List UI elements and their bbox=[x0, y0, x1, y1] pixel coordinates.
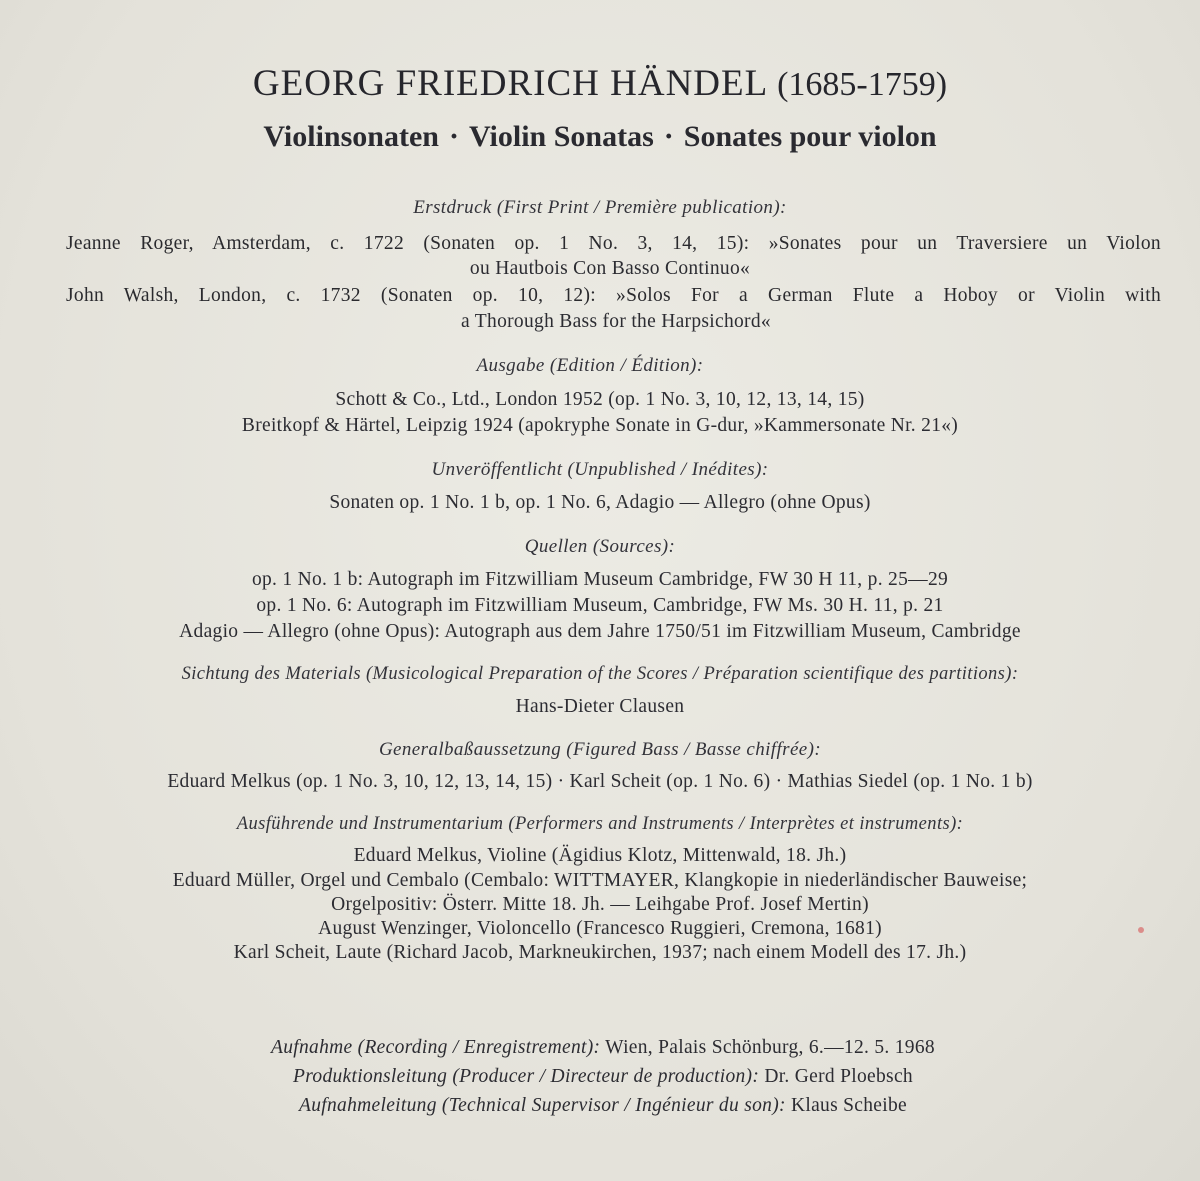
edition-line-2: Breitkopf & Härtel, Leipzig 1924 (apokryphe Sonate in G-dur, »Kammersonate Nr. 21«) bbox=[241, 415, 959, 436]
performers-line-2: Eduard Müller, Orgel und Cembalo (Cembalo: WITTMAYER, Klangkopie in niederländischer Bauweise; bbox=[172, 870, 1028, 891]
first-print-line-3: John Walsh, London, c. 1732 (Sonaten op. 10, 12): »Solos For a German Flute a Hoboy or Violin with bbox=[66, 285, 1161, 306]
preparation-heading: Sichtung des Materials (Musicological Preparation of the Scores / Préparation scientifique des partitions): bbox=[181, 664, 1019, 684]
unpublished-heading: Unveröffentlicht (Unpublished / Inédites): bbox=[431, 459, 769, 480]
edition-line-1: Schott & Co., Ltd., London 1952 (op. 1 No. 3, 10, 12, 13, 14, 15) bbox=[335, 389, 865, 410]
first-print-line-4: a Thorough Bass for the Harpsichord« bbox=[461, 311, 771, 332]
performers-line-5: Karl Scheit, Laute (Richard Jacob, Markneukirchen, 1937; nach einem Modell des 17. Jh.) bbox=[233, 942, 967, 963]
figured-bass-heading: Generalbaßaussetzung (Figured Bass / Basse chiffrée): bbox=[378, 739, 822, 760]
unpublished-line-1: Sonaten op. 1 No. 1 b, op. 1 No. 6, Adagio — Allegro (ohne Opus) bbox=[329, 492, 871, 513]
first-print-heading: Erstdruck (First Print / Première publication): bbox=[413, 197, 787, 218]
figured-bass-line-1: Eduard Melkus (op. 1 No. 3, 10, 12, 13, 14, 15) · Karl Scheit (op. 1 No. 6) · Mathias Siedel (op. 1 No. 1 b) bbox=[167, 771, 1033, 792]
work-subtitle bbox=[0, 120, 1200, 154]
supervisor-value: Klaus Scheibe bbox=[790, 1095, 907, 1116]
recording-label: Aufnahme (Recording / Enregistrement): bbox=[271, 1037, 601, 1058]
performers-line-1: Eduard Melkus, Violine (Ägidius Klotz, Mittenwald, 18. Jh.) bbox=[353, 845, 847, 866]
subtitle-german: Violinsonaten bbox=[263, 120, 439, 153]
sources-heading: Quellen (Sources): bbox=[524, 536, 676, 557]
first-print-line-2: ou Hautbois Con Basso Continuo« bbox=[469, 258, 751, 279]
first-print-line-1: Jeanne Roger, Amsterdam, c. 1722 (Sonaten op. 1 No. 3, 14, 15): »Sonates pour un Traversiere un Violon bbox=[66, 233, 1161, 254]
subtitle-french: Sonates pour violon bbox=[683, 120, 937, 153]
performers-line-4: August Wenzinger, Violoncello (Francesco Ruggieri, Cremona, 1681) bbox=[318, 918, 882, 939]
preparation-line-1: Hans-Dieter Clausen bbox=[515, 696, 685, 717]
performers-line-3: Orgelpositiv: Österr. Mitte 18. Jh. — Leihgabe Prof. Josef Mertin) bbox=[331, 894, 869, 915]
recording-value: Wien, Palais Schönburg, 6.—12. 5. 1968 bbox=[605, 1037, 935, 1058]
supervisor-credit bbox=[3, 1095, 1200, 1117]
composer-title bbox=[0, 62, 1200, 105]
producer-label: Produktionsleitung (Producer / Directeur de production): bbox=[293, 1066, 760, 1087]
paper-blemish bbox=[1138, 927, 1144, 933]
supervisor-label: Aufnahmeleitung (Technical Supervisor / Ingénieur du son): bbox=[299, 1095, 786, 1116]
recording-credit bbox=[3, 1037, 1200, 1059]
composer-years: (1685-1759) bbox=[777, 66, 948, 103]
subtitle-separator: · bbox=[448, 120, 459, 153]
producer-value: Dr. Gerd Ploebsch bbox=[764, 1066, 913, 1087]
subtitle-english: Violin Sonatas bbox=[468, 120, 654, 153]
performers-heading: Ausführende und Instrumentarium (Performers and Instruments / Interprètes et instruments): bbox=[236, 814, 964, 834]
sources-line-3: Adagio — Allegro (ohne Opus): Autograph aus dem Jahre 1750/51 im Fitzwilliam Museum, Cambridge bbox=[179, 621, 1021, 642]
sources-line-2: op. 1 No. 6: Autograph im Fitzwilliam Museum, Cambridge, FW Ms. 30 H. 11, p. 21 bbox=[256, 595, 944, 616]
sources-line-1: op. 1 No. 1 b: Autograph im Fitzwilliam Museum Cambridge, FW 30 H 11, p. 25—29 bbox=[251, 569, 949, 590]
composer-name: GEORG FRIEDRICH HÄNDEL bbox=[252, 63, 767, 104]
producer-credit bbox=[3, 1066, 1200, 1088]
subtitle-separator: · bbox=[663, 120, 674, 153]
edition-heading: Ausgabe (Edition / Édition): bbox=[476, 355, 704, 376]
